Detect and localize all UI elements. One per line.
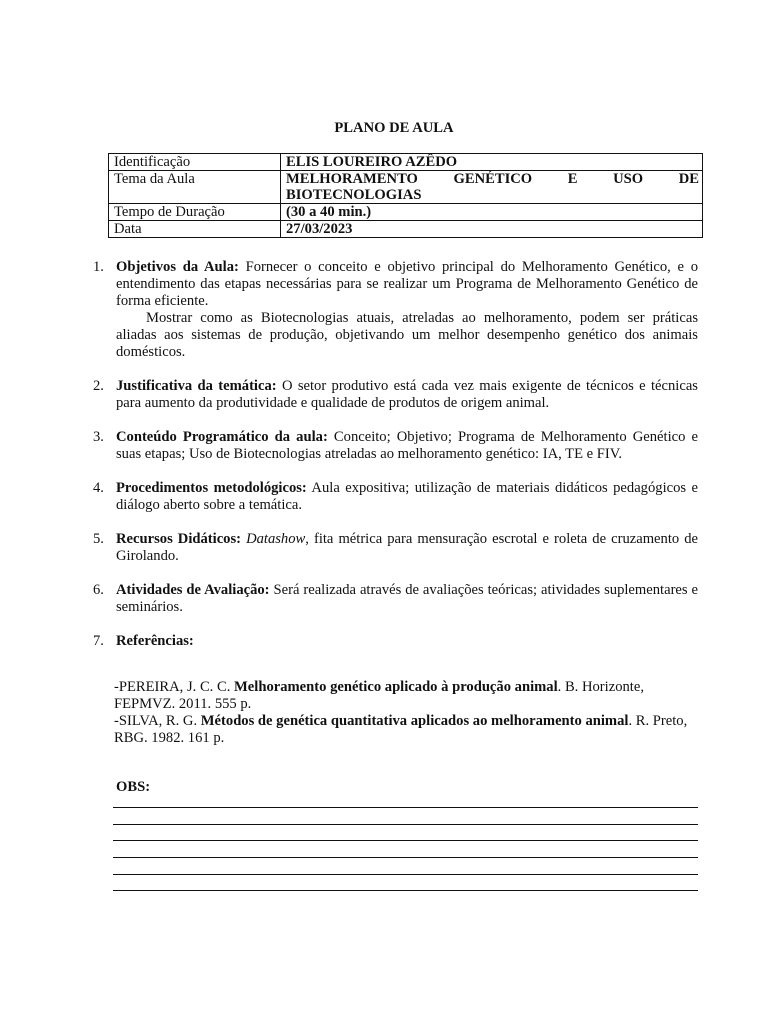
table-row <box>109 154 703 171</box>
table-row <box>109 171 703 204</box>
section-number: 7. <box>93 633 104 649</box>
section-number: 2. <box>93 378 104 394</box>
section-conteudo <box>78 429 698 463</box>
tema-word: GENÉTICO <box>453 171 533 187</box>
section-text: O setor produtivo está cada vez mais exigente de técnicos e técnicas para aumento da produtividade e qualidade de produtos de origem animal. <box>116 378 698 411</box>
row-label-tempo: Tempo de Duração <box>109 204 281 221</box>
section-justificativa <box>78 378 698 412</box>
obs-line <box>113 824 698 825</box>
reference-prefix: -PEREIRA, J. C. C. <box>114 679 235 695</box>
references-list <box>114 679 704 747</box>
tema-word: E <box>567 171 578 187</box>
obs-line <box>113 840 698 841</box>
reference-prefix: -SILVA, R. G. <box>114 713 201 729</box>
section-number: 3. <box>93 429 104 445</box>
row-label-tema: Tema da Aula <box>109 171 281 204</box>
obs-label: OBS: <box>116 779 151 795</box>
section-heading: Referências: <box>116 633 194 649</box>
section-number: 1. <box>93 259 104 275</box>
row-value-tempo: (30 a 40 min.) <box>281 204 703 221</box>
section-heading: Objetivos da Aula: <box>116 259 239 275</box>
section-text: , fita métrica para mensuração escrotal e roleta de cruzamento de Girolando. <box>116 531 698 564</box>
sections-list <box>78 259 698 667</box>
section-text: Conceito; Objetivo; Programa de Melhoramento Genético e suas etapas; Uso de Biotecnologias atreladas ao melhoramento genético: IA, TE e FIV. <box>116 429 698 462</box>
section-text: Fornecer o conceito e objetivo principal do Melhoramento Genético, e o entendimento das etapas necessárias para se realizar um Programa de Melhoramento Genético de forma eficiente. <box>116 259 698 309</box>
section-text: Será realizada através de avaliações teóricas; atividades suplementares e seminários. <box>116 582 698 615</box>
page-title: PLANO DE AULA <box>334 120 454 136</box>
section-text-secondary: Mostrar como as Biotecnologias atuais, atreladas ao melhoramento, podem ser práticas aliadas aos sistemas de produção, objetivando um melhor desempenho genético dos animais domésticos. <box>116 310 698 360</box>
row-value-tema <box>281 171 703 204</box>
section-avaliacao <box>78 582 698 616</box>
row-label-identificacao: Identificação <box>109 154 281 171</box>
reference-suffix: . B. Horizonte, FEPMVZ. 2011. 555 p. <box>114 679 644 712</box>
info-table <box>108 153 703 238</box>
section-procedimentos <box>78 480 698 514</box>
tema-line-2: BIOTECNOLOGIAS <box>286 187 422 203</box>
tema-line-1 <box>286 171 699 187</box>
table-row <box>109 221 703 238</box>
reference-suffix: . R. Preto, RBG. 1982. 161 p. <box>114 713 688 746</box>
reference-title: Métodos de genética quantitativa aplicados ao melhoramento animal <box>200 713 629 729</box>
obs-line <box>113 874 698 875</box>
reference-title: Melhoramento genético aplicado à produção animal <box>234 679 558 695</box>
tema-word: MELHORAMENTO <box>286 171 418 187</box>
section-objetivos <box>78 259 698 361</box>
obs-line <box>113 807 698 808</box>
section-heading: Justificativa da temática: <box>116 378 277 394</box>
section-number: 6. <box>93 582 104 598</box>
section-heading: Procedimentos metodológicos: <box>116 480 307 496</box>
tema-word: USO <box>613 171 644 187</box>
tema-word: DE <box>678 171 699 187</box>
table-row <box>109 204 703 221</box>
section-text: Aula expositiva; utilização de materiais didáticos pedagógicos e diálogo aberto sobre a temática. <box>116 480 698 513</box>
section-number: 5. <box>93 531 104 547</box>
row-value-identificacao: ELIS LOUREIRO AZÊDO <box>281 154 703 171</box>
section-recursos <box>78 531 698 565</box>
obs-line <box>113 890 698 891</box>
reference-item <box>114 679 704 713</box>
obs-line <box>113 857 698 858</box>
section-heading: Recursos Didáticos: <box>116 531 242 547</box>
reference-item <box>114 713 704 747</box>
section-heading: Conteúdo Programático da aula: <box>116 429 328 445</box>
row-value-data: 27/03/2023 <box>281 221 703 238</box>
section-number: 4. <box>93 480 104 496</box>
row-label-data: Data <box>109 221 281 238</box>
section-text-italic: Datashow <box>241 531 306 547</box>
section-heading: Atividades de Avaliação: <box>116 582 270 598</box>
section-referencias <box>78 633 698 650</box>
